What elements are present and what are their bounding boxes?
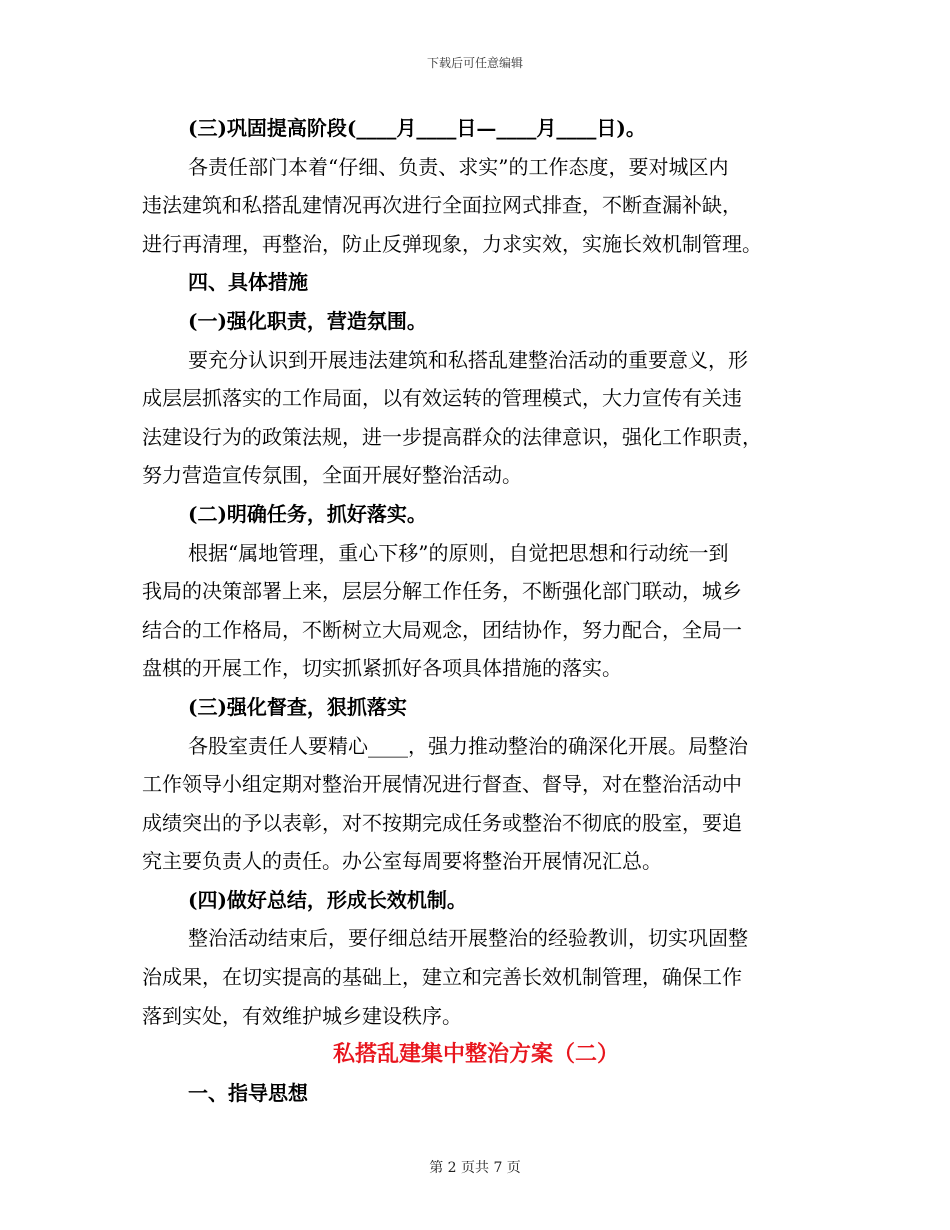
page-header-note: 下载后可任意编辑 <box>426 56 523 70</box>
paragraph-line: 努力营造宣传氛围，全面开展好整治活动。 <box>142 463 522 488</box>
section-title: 私搭乱建集中整治方案（二） <box>332 1041 619 1068</box>
paragraph-line: 违法建筑和私搭乱建情况再次进行全面拉网式排查，不断查漏补缺， <box>142 193 742 218</box>
document-body <box>142 109 810 1112</box>
paragraph-line: 要充分认识到开展违法建筑和私搭乱建整治活动的重要意义，形 <box>188 347 748 372</box>
paragraph-line: 治成果，在切实提高的基础上，建立和完善长效机制管理，确保工作 <box>142 965 742 990</box>
paragraph-line: 进行再清理，再整治，防止反弹现象，力求实效，实施长效机制管理。 <box>142 231 762 256</box>
page-number-footer: 第 2 页共 7 页 <box>429 1160 521 1176</box>
heading-specific-measures: 四、具体措施 <box>188 270 308 295</box>
paragraph-line: 盘棋的开展工作，切实抓紧抓好各项具体措施的落实。 <box>142 656 622 681</box>
paragraph-line: 我局的决策部署上来，层层分解工作任务，不断强化部门联动，城乡 <box>142 579 742 604</box>
paragraph-line: 各责任部门本着“仔细、负责、求实”的工作态度，要对城区内 <box>188 154 729 179</box>
paragraph-line: 整治活动结束后，要仔细总结开展整治的经验教训，切实巩固整 <box>188 926 748 951</box>
paragraph-line: 法建设行为的政策法规，进一步提高群众的法律意识，强化工作职责， <box>142 424 762 449</box>
heading-strengthen-supervision: (三)强化督查，狠抓落实 <box>188 694 407 719</box>
paragraph-line: 成绩突出的予以表彰，对不按期完成任务或整治不彻底的股室，要追 <box>142 810 742 835</box>
paragraph-line: 各股室责任人要精心____，强力推动整治的确深化开展。局整治 <box>188 733 748 758</box>
heading-strengthen-duties: (一)强化职责，营造氛围。 <box>188 308 427 333</box>
paragraph-line: 成层层抓落实的工作局面，以有效运转的管理模式，大力宣传有关违 <box>142 386 742 411</box>
paragraph-line: 落到实处，有效维护城乡建设秩序。 <box>142 1003 462 1028</box>
paragraph-line: 根据“属地管理，重心下移”的原则，自觉把思想和行动统一到 <box>188 540 729 565</box>
paragraph-line: 工作领导小组定期对整治开展情况进行督查、督导，对在整治活动中 <box>142 772 742 797</box>
paragraph-line: 结合的工作格局，不断树立大局观念，团结协作，努力配合，全局一 <box>142 617 742 642</box>
heading-summary-mechanism: (四)做好总结，形成长效机制。 <box>188 887 467 912</box>
heading-consolidation-stage: (三)巩固提高阶段(____月____日—____月____日)。 <box>188 116 646 140</box>
paragraph-line: 究主要负责人的责任。办公室每周要将整治开展情况汇总。 <box>142 849 662 874</box>
heading-guiding-ideology: 一、指导思想 <box>188 1080 308 1105</box>
heading-clarify-tasks: (二)明确任务，抓好落实。 <box>188 501 427 526</box>
